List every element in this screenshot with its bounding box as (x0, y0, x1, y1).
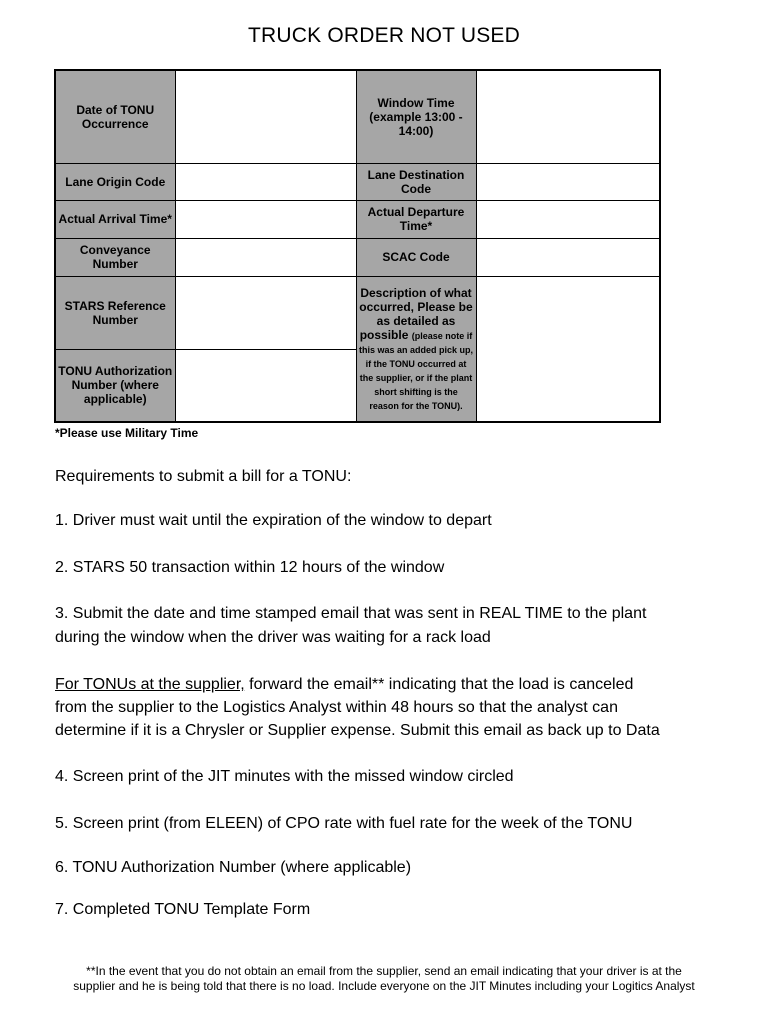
authorization-label: TONU Authorization Number (where applicable) (55, 349, 175, 422)
description-note: (please note if this was an added pick up, if the TONU occurred at the supplier, or if the plant short shifting is the reason for the TONU). (358, 330, 474, 411)
description-main: Description of what occurred, Please be as detailed as possible (359, 285, 473, 342)
supplier-paragraph-line3: determine if it is a Chrysler or Supplier expense. Submit this email as back up to Data (55, 722, 660, 739)
supplier-line1-rest: forward the email** indicating that the load is canceled (244, 676, 634, 693)
requirement-3-line1: 3. Submit the date and time stamped email that was sent in REAL TIME to the plant (55, 605, 647, 622)
origin-code-label: Lane Origin Code (55, 163, 175, 200)
stars-reference-field[interactable] (175, 276, 356, 349)
tonu-form-table (54, 69, 661, 423)
requirement-7: 7. Completed TONU Template Form (55, 901, 311, 918)
date-label: Date of TONU Occurrence (55, 70, 175, 163)
authorization-field[interactable] (175, 349, 356, 422)
destination-code-label: Lane Destination Code (356, 163, 476, 200)
window-time-label: Window Time (example 13:00 - 14:00) (356, 70, 476, 163)
supplier-paragraph-line2: from the supplier to the Logistics Analyst within 48 hours so that the analyst can (55, 699, 618, 716)
departure-time-label: Actual Departure Time* (356, 200, 476, 238)
departure-time-field[interactable] (476, 200, 660, 238)
requirement-3-line2: during the window when the driver was waiting for a rack load (55, 629, 491, 646)
requirement-6: 6. TONU Authorization Number (where applicable) (55, 859, 412, 876)
stars-reference-label: STARS Reference Number (55, 276, 175, 349)
page-title: TRUCK ORDER NOT USED (248, 24, 520, 47)
footnote-line2: supplier and he is being told that there is no load. Include everyone on the JIT Minutes including your Logitics Analyst (73, 979, 695, 993)
requirements-heading: Requirements to submit a bill for a TONU: (55, 468, 352, 485)
scac-code-field[interactable] (476, 238, 660, 276)
arrival-time-label: Actual Arrival Time* (55, 200, 175, 238)
supplier-paragraph-line1 (55, 673, 660, 696)
military-time-note: *Please use Military Time (55, 426, 199, 440)
scac-code-label: SCAC Code (356, 238, 476, 276)
requirement-4: 4. Screen print of the JIT minutes with the missed window circled (55, 768, 514, 785)
destination-code-field[interactable] (476, 163, 660, 200)
conveyance-field[interactable] (175, 238, 356, 276)
requirement-2: 2. STARS 50 transaction within 12 hours of the window (55, 559, 445, 576)
arrival-time-field[interactable] (175, 200, 356, 238)
supplier-underlined-text: For TONUs at the supplier, (55, 676, 245, 693)
description-label (356, 276, 476, 422)
description-field[interactable] (476, 276, 660, 422)
origin-code-field[interactable] (175, 163, 356, 200)
window-time-field[interactable] (476, 70, 660, 163)
requirement-1: 1. Driver must wait until the expiration of the window to depart (55, 512, 492, 529)
footnote-line1: **In the event that you do not obtain an email from the supplier, send an email indicating that your driver is at the (86, 964, 682, 978)
conveyance-label: Conveyance Number (55, 238, 175, 276)
date-field[interactable] (175, 70, 356, 163)
requirement-5: 5. Screen print (from ELEEN) of CPO rate with fuel rate for the week of the TONU (55, 815, 633, 832)
footnote (50, 964, 718, 994)
